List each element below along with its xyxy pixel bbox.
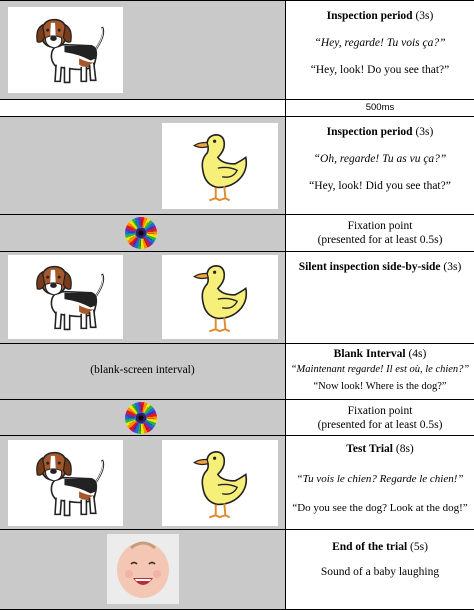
stimulus-panel (0, 252, 285, 343)
dog-card (8, 255, 123, 339)
gap-duration-label: 500ms (365, 102, 395, 113)
gap-label-panel (285, 100, 474, 116)
stimulus-panel (0, 530, 285, 609)
row-inspection-dog (0, 1, 474, 100)
yellow-duck-icon (162, 440, 278, 526)
phase-title: Inspection period (3s) (326, 10, 434, 22)
phase-title: Test Trial (8s) (346, 443, 414, 455)
row-test-trial (0, 436, 474, 530)
english-phrase: “Hey, look! Did you see that?” (309, 180, 451, 192)
dog-card (8, 440, 123, 526)
rainbow-spiral-icon (125, 217, 157, 249)
fixation-duration: (presented for at least 0.5s) (317, 418, 443, 431)
french-phrase: “Oh, regarde! Tu as vu ça?” (313, 153, 447, 165)
french-phrase: “Hey, regarde! Tu vois ça?” (314, 37, 446, 49)
stimulus-panel (0, 1, 285, 99)
description-panel (285, 1, 474, 99)
duck-card (162, 123, 278, 209)
description-panel (285, 215, 474, 251)
phase-title: Blank Interval (4s) (333, 348, 427, 360)
duck-card (162, 440, 278, 526)
stimulus-panel (0, 400, 285, 435)
laughing-baby-photo (107, 534, 179, 604)
beagle-dog-icon (8, 7, 123, 93)
row-fixation-2 (0, 400, 474, 436)
fixation-label: Fixation point (347, 404, 413, 417)
french-phrase: “Maintenant regarde! Il est où, le chien?” (290, 364, 470, 375)
fixation-duration: (presented for at least 0.5s) (317, 234, 443, 246)
stimulus-panel (0, 344, 285, 399)
duck-card (162, 255, 278, 339)
stimulus-panel (0, 215, 285, 251)
yellow-duck-icon (162, 255, 278, 339)
end-description: Sound of a baby laughing (320, 566, 440, 578)
description-panel (285, 436, 474, 529)
blank-panel (0, 100, 285, 116)
fixation-label: Fixation point (347, 220, 413, 232)
beagle-dog-icon (8, 255, 123, 339)
blank-screen-label: (blank-screen interval) (90, 364, 195, 376)
yellow-duck-icon (162, 123, 278, 209)
description-panel (285, 400, 474, 435)
description-panel (285, 252, 474, 343)
phase-title: End of the trial (5s) (332, 541, 428, 553)
baby-features (107, 534, 179, 604)
phase-title: Silent inspection side-by-side (3s) (298, 261, 462, 273)
phase-title: Inspection period (3s) (326, 126, 434, 138)
english-phrase: “Now look! Where is the dog?” (313, 381, 447, 392)
rainbow-spiral-icon (125, 402, 157, 434)
french-phrase: “Tu vois le chien? Regarde le chien!” (296, 473, 464, 485)
row-gap-500ms (0, 100, 474, 117)
row-inspection-duck (0, 117, 474, 215)
english-phrase: “Hey, look! Do you see that?” (310, 64, 450, 76)
stimulus-panel (0, 436, 285, 529)
row-blank-interval (0, 344, 474, 400)
row-fixation-1 (0, 215, 474, 252)
description-panel (285, 344, 474, 399)
description-panel (285, 530, 474, 609)
beagle-dog-icon (8, 440, 123, 526)
description-panel (285, 117, 474, 214)
dog-card (8, 7, 123, 93)
stimulus-panel (0, 117, 285, 214)
row-silent-inspection (0, 252, 474, 344)
row-end-of-trial (0, 530, 474, 610)
english-phrase: “Do you see the dog? Look at the dog!” (292, 502, 468, 514)
